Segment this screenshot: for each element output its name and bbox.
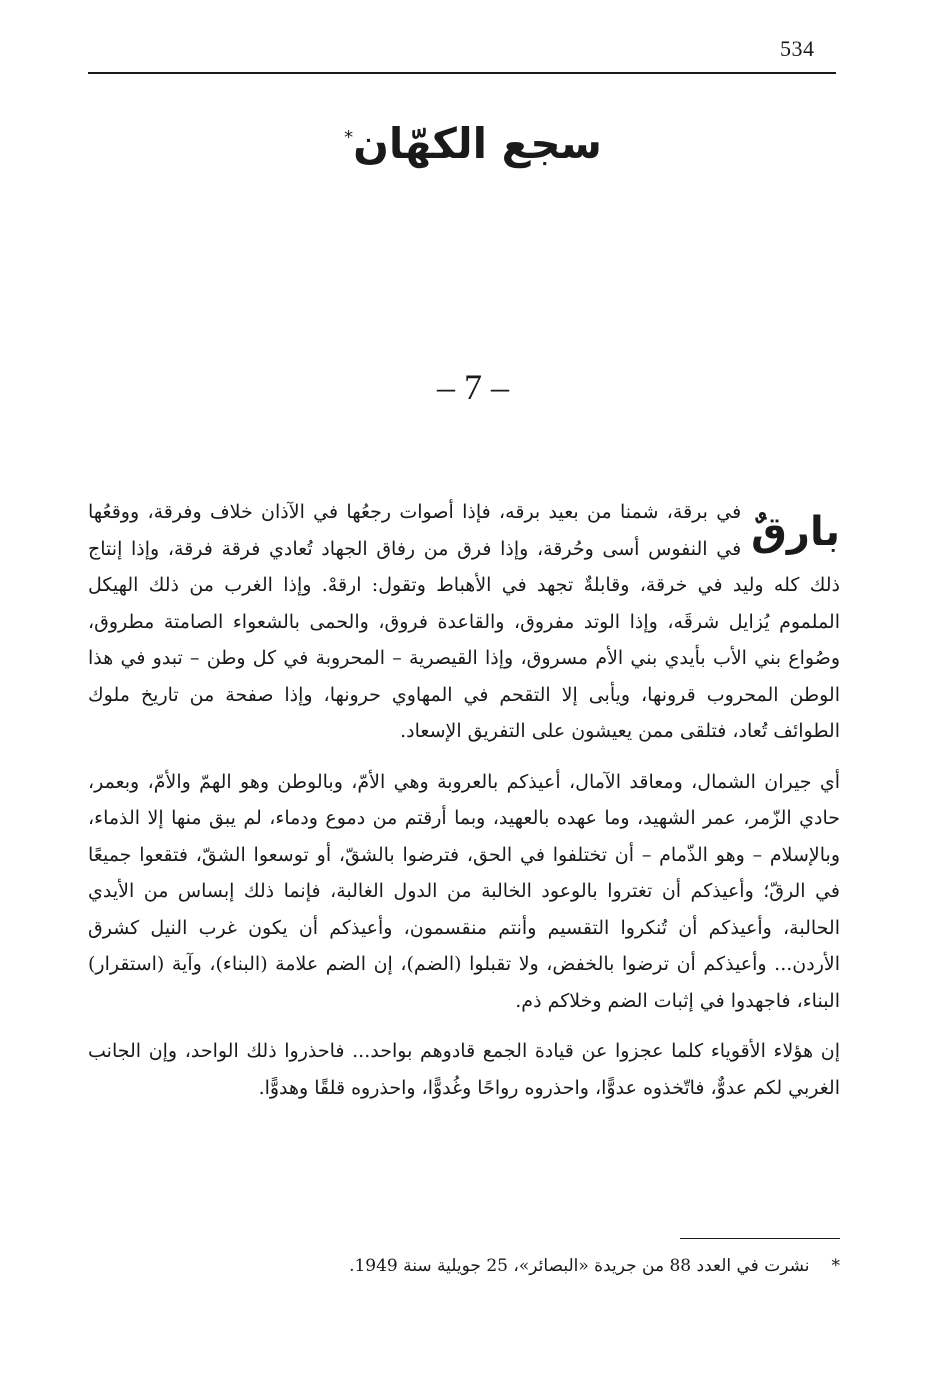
title-footnote-mark: * [344, 127, 354, 148]
paragraph-2: أي جيران الشمال، ومعاقد الآمال، أعيذكم بالعروبة وهي الأمّ، وبالوطن وهو الهمّ والأمّ، وبعمر، حادي الزّمر، عمر الشهيد، وما عهده بالعهيد، وبما أرقتم من دموع ودماء، لم يبق منها إلا الذماء، وبالإسلام – وهو الذّمام – أن تختلفوا في الحق، فترضوا بالشقّ، أو توسعوا الشقّ، فتقعوا جميعًا في الرقّ؛ وأعيذكم أن تغتروا بالوعود الخالبة من الدول الغالبة، فإنما ذلك إبساس من الأيدي الحالبة، وأعيذكم أن تُنكروا التقسيم وأنتم منقسمون، وأعيذكم أن يكون غرب النيل كشرق الأردن... وأعيذكم أن ترضوا بالخفض، ولا تقبلوا (الضم)، إن الضم علامة (البناء)، وآية (استقرار) البناء، فاجهدوا في إثبات الضم وخلاكم ذم. [88, 770, 840, 1012]
footnote-mark: * [831, 1256, 840, 1276]
article-body [88, 494, 840, 1120]
header-rule [88, 72, 836, 74]
dropcap-word: بارقٌ [751, 509, 840, 555]
page-number: 534 [780, 36, 815, 61]
footnote-text: نشرت في العدد 88 من جريدة «البصائر»، 25 جويلية سنة 1949. [349, 1256, 810, 1276]
paragraph-1 [88, 494, 840, 750]
footnote [250, 1252, 840, 1280]
footnote-rule [680, 1238, 840, 1239]
title-text: سجع الكهّان [353, 119, 602, 168]
paragraph-3: إن هؤلاء الأقوياء كلما عجزوا عن قيادة الجمع قادوهم بواحد... فاحذروا ذلك الواحد، وإن الجانب الغربي لكم عدوٌّ، فاتّخذوه عدوًّا، واحذروه رواحًا وغُدوًّا، واحذروه قلقًا وهدوًّا. [88, 1040, 840, 1099]
paragraph-1-text: في برقة، شمنا من بعيد برقه، فإذا أصوات رجعُها في الآذان خلاف وفرقة، ووقعُها في النفوس أسى وحُرقة، وإذا فرق من رفاق الجهاد تُعادي فرقة فرقة، وإذا إنتاج ذلك كله وليد في خرقة، وقابلةٌ تجهد في الأهباط وتقول: ارقهْ. وإذا الغرب من ذلك الهيكل الملموم يُزايل شرقَه، وإذا الوتد مفروق، والقاعدة فروق، والحمى بالشعواء الصامتة مطروق، وصُواع بني الأب بأيدي بني الأم مسروق، وإذا القيصرية – المحروبة في كل وطن – تبدو في هذا الوطن المحروب قرونها، ويأبى إلا التقحم في المهاوي حرونها، وإذا صفحة من تاريخ ملوك الطوائف تُعاد، فتلقى ممن يعيشون على التفريق الإسعاد. [88, 501, 840, 742]
section-number: – 7 – [437, 367, 509, 407]
article-title [250, 108, 696, 174]
